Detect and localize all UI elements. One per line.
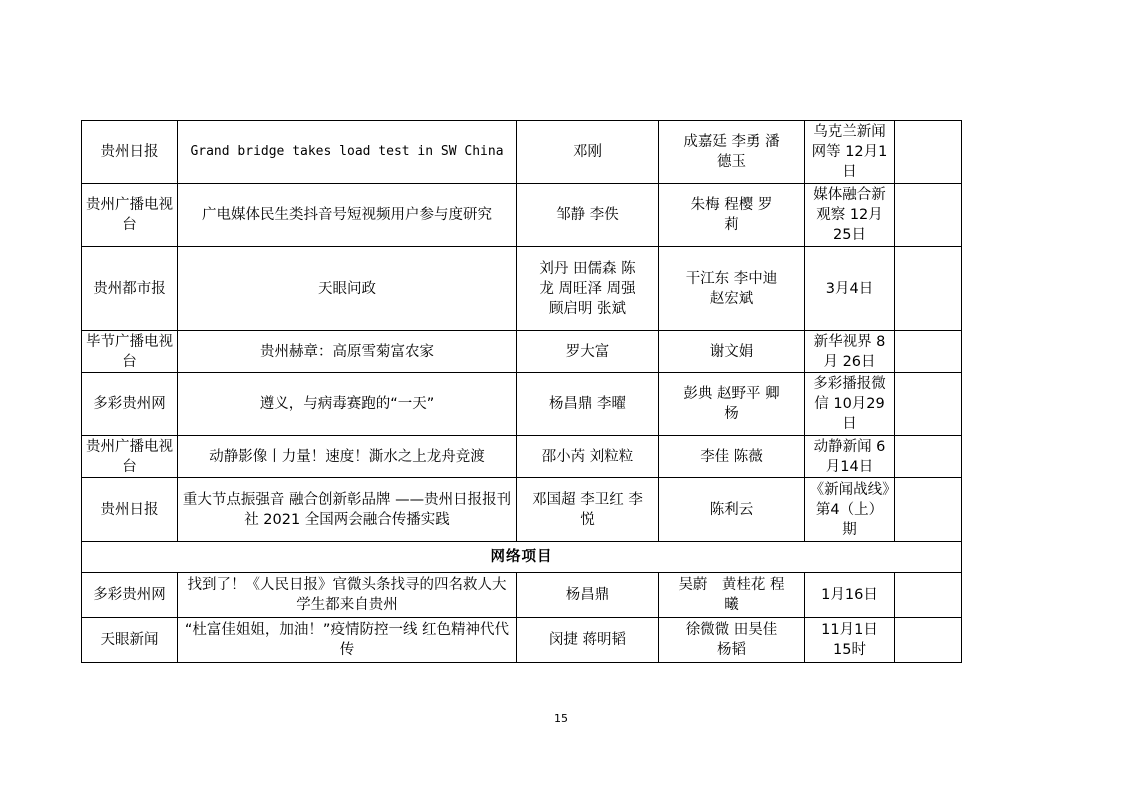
table-row <box>82 373 962 436</box>
authors-cell: 邓国超 李卫红 李悦 <box>517 478 659 542</box>
published-cell: 乌克兰新闻网等 12月1日 <box>805 121 895 184</box>
title-cell: 遵义，与病毒赛跑的“一天” <box>178 373 517 436</box>
unit-cell: 贵州广播电视台 <box>82 184 178 247</box>
title-cell: 找到了！《人民日报》官微头条找寻的四名救人大学生都来自贵州 <box>178 573 517 618</box>
title-cell: 广电媒体民生类抖音号短视频用户参与度研究 <box>178 184 517 247</box>
section-heading: 网络项目 <box>82 542 962 573</box>
editors-cell: 陈利云 <box>659 478 805 542</box>
published-cell: 多彩播报微信 10月29日 <box>805 373 895 436</box>
unit-cell: 贵州日报 <box>82 478 178 542</box>
unit-cell: 毕节广播电视台 <box>82 331 178 373</box>
unit-cell: 天眼新闻 <box>82 618 178 663</box>
title-cell: 天眼问政 <box>178 247 517 331</box>
unit-cell: 贵州广播电视台 <box>82 436 178 478</box>
published-cell: 媒体融合新观察 12月25日 <box>805 184 895 247</box>
editors-cell: 朱梅 程樱 罗莉 <box>659 184 805 247</box>
title-cell: 动静影像丨力量！速度！澌水之上龙舟竞渡 <box>178 436 517 478</box>
note-cell <box>895 247 962 331</box>
unit-cell: 多彩贵州网 <box>82 373 178 436</box>
note-cell <box>895 373 962 436</box>
note-cell <box>895 121 962 184</box>
editors-cell: 谢文娟 <box>659 331 805 373</box>
published-cell: 《新闻战线》第4（上）期 <box>805 478 895 542</box>
note-cell <box>895 184 962 247</box>
title-cell: 重大节点振强音 融合创新彰品牌 ——贵州日报报刊社 2021 全国两会融合传播实践 <box>178 478 517 542</box>
table-row <box>82 478 962 542</box>
editors-cell: 成嘉廷 李勇 潘德玉 <box>659 121 805 184</box>
page-number: 15 <box>554 712 568 725</box>
authors-cell: 刘丹 田儒森 陈龙 周旺泽 周强 顾启明 张斌 <box>517 247 659 331</box>
authors-cell: 闵捷 蒋明韬 <box>517 618 659 663</box>
authors-cell: 邵小芮 刘粒粒 <box>517 436 659 478</box>
published-cell: 11月1日 15时 <box>805 618 895 663</box>
editors-cell: 吴蔚 黄桂花 程曦 <box>659 573 805 618</box>
note-cell <box>895 618 962 663</box>
authors-cell: 杨昌鼎 李曜 <box>517 373 659 436</box>
unit-cell: 贵州都市报 <box>82 247 178 331</box>
editors-cell: 徐微微 田昊佳 杨韬 <box>659 618 805 663</box>
published-cell: 1月16日 <box>805 573 895 618</box>
editors-cell: 干江东 李中迪 赵宏斌 <box>659 247 805 331</box>
table-row <box>82 247 962 331</box>
unit-cell: 贵州日报 <box>82 121 178 184</box>
unit-cell: 多彩贵州网 <box>82 573 178 618</box>
note-cell <box>895 478 962 542</box>
section-row <box>82 542 962 573</box>
table-row <box>82 573 962 618</box>
editors-cell: 李佳 陈薇 <box>659 436 805 478</box>
title-cell: Grand bridge takes load test in SW China <box>178 121 517 184</box>
published-cell: 新华视界 8月 26日 <box>805 331 895 373</box>
table-row <box>82 618 962 663</box>
table-row <box>82 184 962 247</box>
note-cell <box>895 331 962 373</box>
awards-table <box>81 120 962 663</box>
published-cell: 动静新闻 6月14日 <box>805 436 895 478</box>
authors-cell: 邓刚 <box>517 121 659 184</box>
authors-cell: 罗大富 <box>517 331 659 373</box>
authors-cell: 邹静 李佚 <box>517 184 659 247</box>
editors-cell: 彭典 赵野平 卿杨 <box>659 373 805 436</box>
table-row <box>82 436 962 478</box>
table-row <box>82 331 962 373</box>
title-cell: 贵州赫章：高原雪菊富农家 <box>178 331 517 373</box>
title-cell: “杜富佳姐姐，加油！”疫情防控一线 红色精神代代传 <box>178 618 517 663</box>
published-cell: 3月4日 <box>805 247 895 331</box>
note-cell <box>895 436 962 478</box>
note-cell <box>895 573 962 618</box>
authors-cell: 杨昌鼎 <box>517 573 659 618</box>
table-row <box>82 121 962 184</box>
